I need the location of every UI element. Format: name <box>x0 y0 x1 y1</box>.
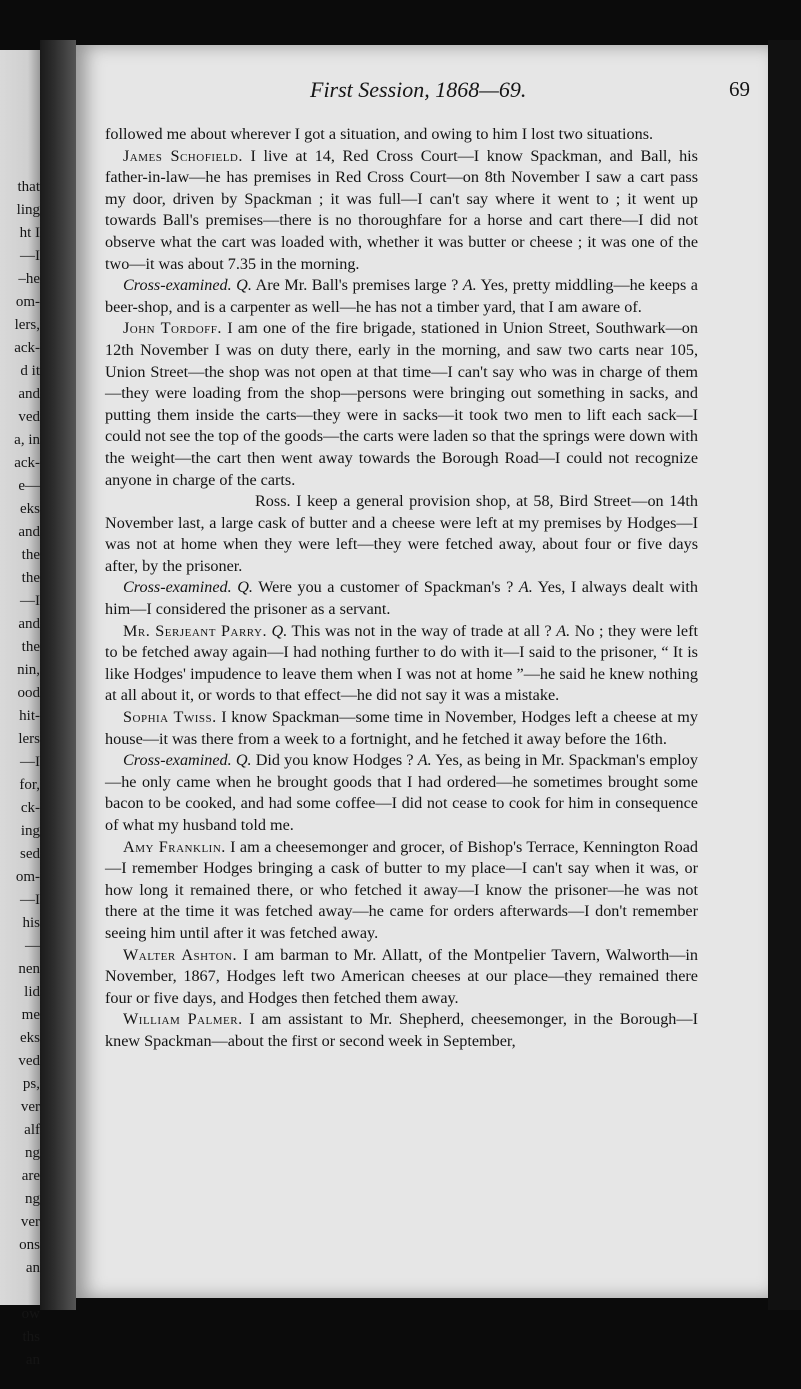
paragraph-text: Did you know Hodges ? <box>251 751 418 770</box>
left-fragment: —I <box>20 754 40 770</box>
paragraph-text: I keep a general provision shop, at 58, Bird Street—on 14th November last, a large cask of butter and a cheese were left at my premises by Hodges—I was not at home when they were left—they were fetched away, about four or five days after, by the prisoner. <box>105 492 698 575</box>
left-fragment: eks <box>20 1030 40 1046</box>
left-fragment: ons <box>19 1237 40 1253</box>
paragraph <box>105 837 698 945</box>
left-fragment: an <box>25 1260 40 1276</box>
answer-marker: A. <box>417 751 432 770</box>
paragraph-text: Were you a customer of Spackman's ? <box>252 578 519 597</box>
paragraph-text: I am one of the fire brigade, stationed in Union Street, Southwark—on 12th November I was on duty there, early in the morning, and saw two carts near 105, Union Street—the shop was not open at that time—I can't say who was in charge of them—they were loading from the shop—persons were bringing out something in sacks, and putting them inside the carts—they were in sacks—it took two men to lift each sack—I could not see the top of the goods—the carts were laden so that the springs were down with the weight—the cart then went away towards the Borough Road—I could not recognize anyone in charge of the carts. <box>105 319 698 489</box>
left-fragment: the <box>21 570 40 586</box>
answer-marker: A. <box>462 276 477 295</box>
paragraph-text: Are Mr. Ball's premises large ? <box>251 276 463 295</box>
page-number: 69 <box>729 77 750 101</box>
left-fragment: and <box>18 386 40 402</box>
left-fragment: ver <box>20 1214 40 1230</box>
left-page-edge <box>0 50 40 1368</box>
left-fragment: lers, <box>14 317 40 333</box>
left-fragment: — <box>25 938 40 954</box>
paragraph <box>105 318 698 491</box>
left-fragment: me <box>21 1007 40 1023</box>
text-body <box>105 124 698 1053</box>
question-marker: Q. <box>271 621 288 640</box>
left-fragment: the <box>21 547 40 563</box>
running-head <box>90 77 750 109</box>
left-fragment: —I <box>20 593 40 609</box>
question-marker: Q. <box>236 276 252 295</box>
left-fragment: that <box>17 179 40 195</box>
paragraph-text: Yes, pretty middling—he keeps a beer-shop, and is a carpenter as well—he has not a timber yard, that I am aware of. <box>105 276 698 316</box>
left-fragment: ng <box>25 1145 40 1161</box>
left-fragment: ng <box>25 1191 40 1207</box>
paragraph-text: followed me about wherever I got a situation, and owing to him I lost two situations. <box>105 125 654 143</box>
speaker-name: James Schofield. <box>123 146 243 165</box>
paragraph-text: I am barman to Mr. Allatt, of the Montpelier Tavern, Walworth—in November, 1867, Hodges left two American cheeses at our place—they remained there four or five days, and Hodges then fetched them away. <box>105 945 699 1007</box>
left-fragment: om- <box>15 294 40 310</box>
paragraph-text: Yes, I always dealt with him—I considered the prisoner as a servant. <box>105 578 699 619</box>
left-fragment: ood <box>17 685 40 701</box>
left-fragment: ved <box>18 409 40 425</box>
paragraph <box>105 621 698 707</box>
left-fragment: ing <box>20 823 40 839</box>
left-fragment: nen <box>18 961 40 977</box>
paragraph-text: This was not in the way of trade at all ? <box>287 621 557 640</box>
left-fragment: a, in <box>14 432 40 448</box>
left-fragment: ow <box>21 1306 40 1322</box>
paragraph-text: I am assistant to Mr. Shepherd, cheesemonger, in the Borough—I knew Spackman—about the first or second week in September, <box>105 1010 698 1050</box>
left-fragment: sed <box>20 846 40 862</box>
left-fragment: lid <box>24 984 40 1000</box>
speaker-name: Mr. Serjeant Parry. <box>123 621 268 640</box>
left-fragment: and <box>18 616 40 632</box>
speaker-name: William Palmer. <box>123 1010 243 1029</box>
answer-marker: A. <box>556 621 571 640</box>
left-fragment: om- <box>15 869 40 885</box>
left-fragment: the <box>21 639 40 655</box>
question-marker: Q. <box>237 578 253 597</box>
paragraph <box>105 124 698 146</box>
running-title: First Session, 1868—69. <box>310 77 527 102</box>
speaker-name: John Tordoff. <box>123 319 222 338</box>
paragraph <box>105 275 698 318</box>
left-fragment: —I <box>20 248 40 264</box>
cross-examined-label: Cross-examined. <box>123 578 232 597</box>
speaker-name: Sophia Twiss. <box>123 708 217 727</box>
left-fragment: ht I <box>19 225 40 241</box>
left-fragment: –he <box>18 271 40 287</box>
left-fragment: ack- <box>14 455 40 471</box>
left-fragment: ack- <box>14 340 40 356</box>
paragraph <box>105 146 698 276</box>
cross-examined-label: Cross-examined. <box>123 751 232 770</box>
paragraph-text: I live at 14, Red Cross Court—I know Spackman, and Ball, his father-in-law—he has premises in Red Cross Court—on 8th November I saw a cart pass my door, driven by Spackman ; it was full—I can't say where it went to ; it went up towards Ball's premises—there is no thoroughfare for a horse and cart there—I did not observe what the cart was loaded with, whether it was butter or cheese ; it was one of the two—it was about 7.35 in the morning. <box>105 146 698 273</box>
paragraph <box>105 945 698 1010</box>
paragraph-text: I know Spackman—some time in November, Hodges left a cheese at my house—it was there from a week to a fortnight, and he fetched it away before the 16th. <box>105 708 698 748</box>
left-fragment: his <box>22 915 40 931</box>
left-fragment: lers <box>18 731 40 747</box>
left-fragment: —I <box>20 892 40 908</box>
speaker-name: Ross. <box>255 492 291 511</box>
cross-examined-label: Cross-examined. <box>123 276 232 295</box>
left-fragment: ved <box>18 1053 40 1069</box>
left-fragment: ck- <box>20 800 40 816</box>
paragraph <box>105 750 698 836</box>
left-fragment: hit- <box>19 708 40 724</box>
left-fragment: for, <box>19 777 40 793</box>
paragraph <box>105 491 698 577</box>
left-fragment: ths <box>22 1329 40 1345</box>
book-gutter <box>40 40 76 1310</box>
paragraph <box>105 707 698 750</box>
answer-marker: A. <box>518 578 533 597</box>
left-fragment: are <box>21 1168 40 1184</box>
left-fragment: and <box>18 524 40 540</box>
left-fragment: ling <box>16 202 40 218</box>
paragraph <box>105 1009 698 1052</box>
speaker-name: Walter Ashton. <box>123 945 238 964</box>
paragraph-text: I am a cheesemonger and grocer, of Bishop's Terrace, Kennington Road—I remember Hodges bringing a cask of butter to my place—I can't say when it was, or how long it remained there, or who fetched it away—I know the prisoner—he was not there at the time it was fetched away—he came for orders afterwards—I don't remember seeing him until after it was fetched away. <box>105 837 699 942</box>
left-fragment: d it <box>20 363 40 379</box>
question-marker: Q. <box>235 751 252 770</box>
left-fragment: eks <box>20 501 40 517</box>
paragraph <box>105 577 698 620</box>
left-fragment: ps, <box>22 1076 40 1092</box>
paragraph-text: Yes, as being in Mr. Spackman's employ—he only came when he brought goods that I had ordered—he sometimes brought some bacon to be cooked, and had some coffee—I did not cease to cook for him in consequence of what my husband told me. <box>105 751 698 834</box>
speaker-name: Amy Franklin. <box>123 837 226 856</box>
left-fragment: nin, <box>17 662 40 678</box>
left-fragment: e— <box>18 478 40 494</box>
left-fragment: alf <box>24 1122 40 1138</box>
scan-border <box>768 40 801 1310</box>
paragraph-text: No ; they were left to be fetched away again—I had nothing further to do with it—I said to the prisoner, “ It is like Hodges' impudence to leave them when I was not at home ”—he said he knew nothing at all about it, or words to that effect—he did not say it was a mistake. <box>105 621 698 705</box>
left-fragment: an <box>25 1352 40 1368</box>
left-fragment: ver <box>20 1099 40 1115</box>
